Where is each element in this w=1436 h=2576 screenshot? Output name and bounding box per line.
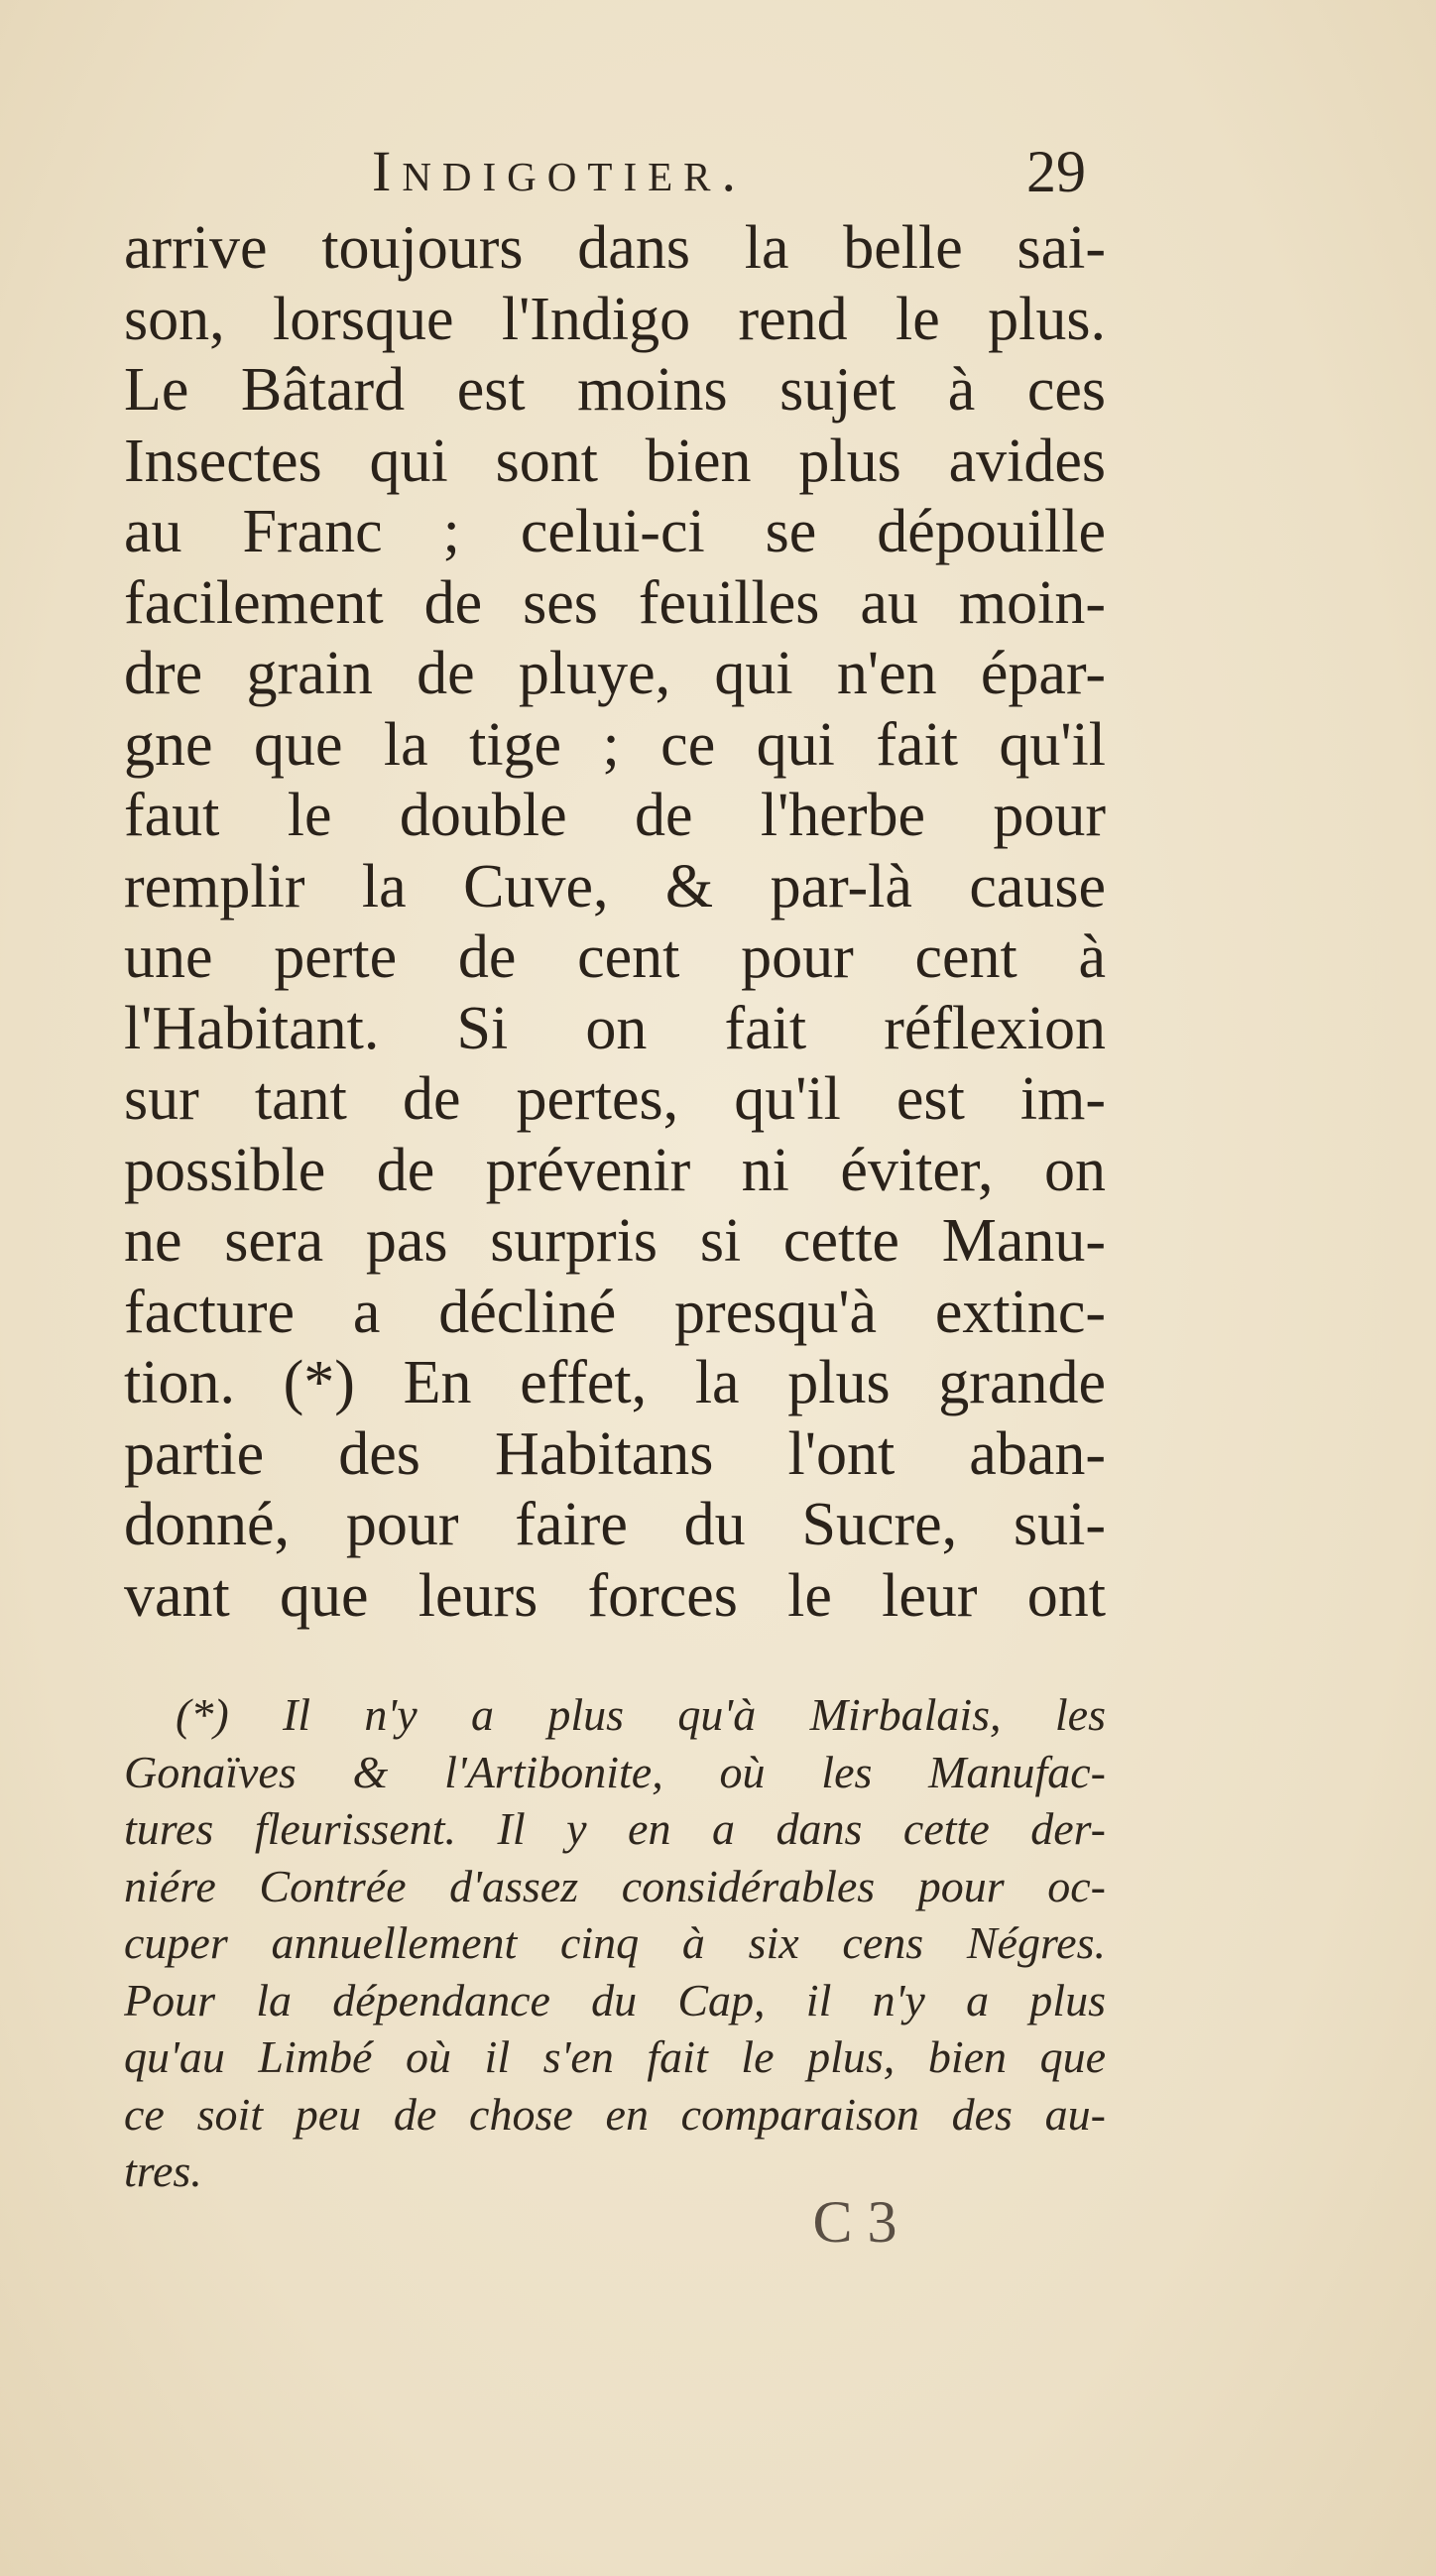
text-line: Insectes qui sont bien plus avides: [124, 427, 1106, 495]
text-line: l'Habitant. Si on fait réflexion: [124, 994, 1106, 1062]
text-line: facture a décliné presqu'à extinc-: [124, 1278, 1106, 1346]
footnote-line: tures fleurissent. Il y en a dans cette der-: [124, 1803, 1106, 1854]
text-line: facilement de ses feuilles au moin-: [124, 568, 1106, 637]
text-line: possible de prévenir ni éviter, on: [124, 1136, 1106, 1204]
text-line: vant que leurs forces le leur ont: [124, 1561, 1106, 1630]
text-line: partie des Habitans l'ont aban-: [124, 1419, 1106, 1488]
footnote-line: ce soit peu de chose en comparaison des au-: [124, 2088, 1106, 2140]
running-head: [372, 137, 1086, 206]
text-line: tion. (*) En effet, la plus grande: [124, 1349, 1106, 1416]
text-line: au Franc ; celui-ci se dépouille: [124, 498, 1106, 565]
text-line: remplir la Cuve, & par-là cause: [124, 852, 1106, 920]
text-line: ne sera pas surpris si cette Manu-: [124, 1207, 1106, 1275]
signature-mark: C 3: [812, 2189, 898, 2255]
footnote-line: Gonaïves & l'Artibonite, où les Manufac-: [124, 1746, 1106, 1797]
footnote-line: niére Contrée d'assez considérables pour oc-: [124, 1860, 1106, 1911]
footnote: [124, 1686, 1106, 2200]
text-line: sur tant de pertes, qu'il est im-: [124, 1065, 1106, 1133]
text-line: donné, pour faire du Sucre, sui-: [124, 1491, 1106, 1558]
running-title: Indigotier.: [372, 139, 747, 203]
footnote-line: cuper annuellement cinq à six cens Négres.: [124, 1917, 1106, 1968]
text-line: arrive toujours dans la belle sai-: [124, 214, 1106, 282]
main-text: [124, 213, 1106, 1632]
text-line: Le Bâtard est moins sujet à ces: [124, 356, 1106, 424]
text-line: gne que la tige ; ce qui fait qu'il: [124, 710, 1106, 779]
footnote-line: tres.: [124, 2146, 202, 2196]
text-line: dre grain de pluye, qui n'en épar-: [124, 640, 1106, 707]
footnote-line: (*) Il n'y a plus qu'à Mirbalais, les: [176, 1689, 1106, 1740]
text-line: une perte de cent pour cent à: [124, 923, 1106, 991]
text-line: faut le double de l'herbe pour: [124, 782, 1106, 849]
page-number: 29: [1026, 139, 1086, 204]
text-line: son, lorsque l'Indigo rend le plus.: [124, 285, 1106, 353]
footnote-line: qu'au Limbé où il s'en fait le plus, bien que: [124, 2031, 1106, 2082]
footnote-line: Pour la dépendance du Cap, il n'y a plus: [124, 1974, 1106, 2025]
